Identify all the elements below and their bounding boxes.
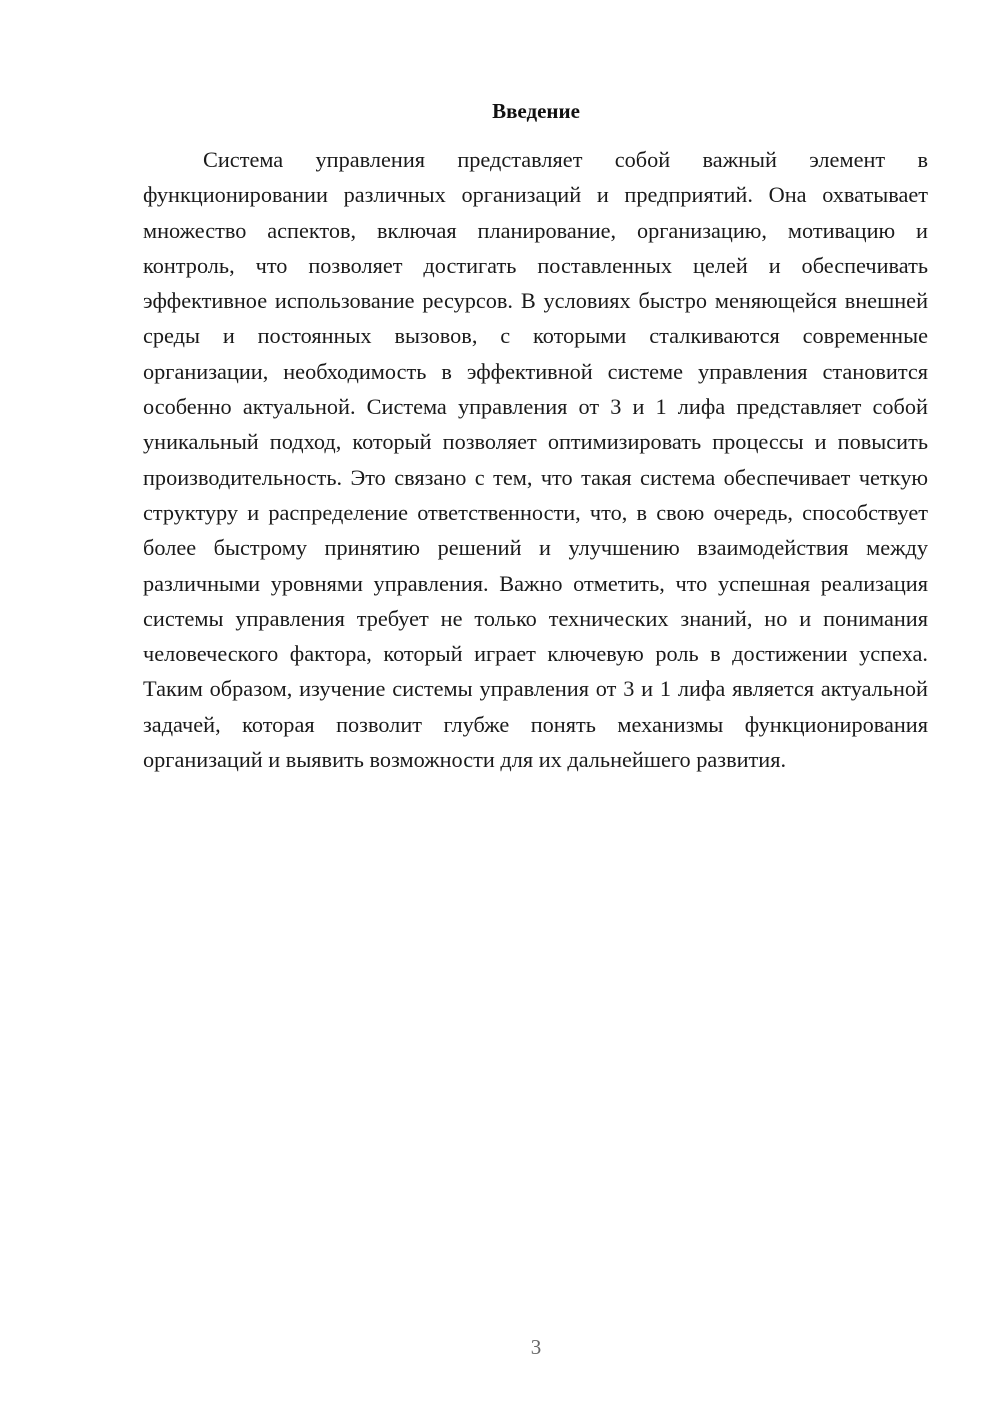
page-number: 3	[530, 1335, 542, 1359]
introduction-paragraph: Система управления представляет собой важный элемент в функционировании различных организаций и предприятий. Она охватывает множество аспектов, включая планирование, организацию, мотивацию и контроль, что позволяет достигать поставленных целей и обеспечивать эффективное использование ресурсов. В условиях быстро меняющейся внешней среды и постоянных вызовов, с которыми сталкиваются современные организации, необходимость в эффективной системе управления становится особенно актуальной. Система управления от 3 и 1 лифа представляет собой уникальный подход, который позволяет оптимизировать процессы и повысить производительность. Это связано с тем, что такая система обеспечивает четкую структуру и распределение ответственности, что, в свою очередь, способствует более быстрому принятию решений и улучшению взаимодействия между различными уровнями управления. Важно отметить, что успешная реализация системы управления требует не только технических знаний, но и понимания человеческого фактора, который играет ключевую роль в достижении успеха. Таким образом, изучение системы управления от 3 и 1 лифа является актуальной задачей, которая позволит глубже понять механизмы функционирования организаций и выявить возможности для их дальнейшего развития.	[143, 147, 928, 773]
section-heading: Введение	[492, 99, 580, 123]
